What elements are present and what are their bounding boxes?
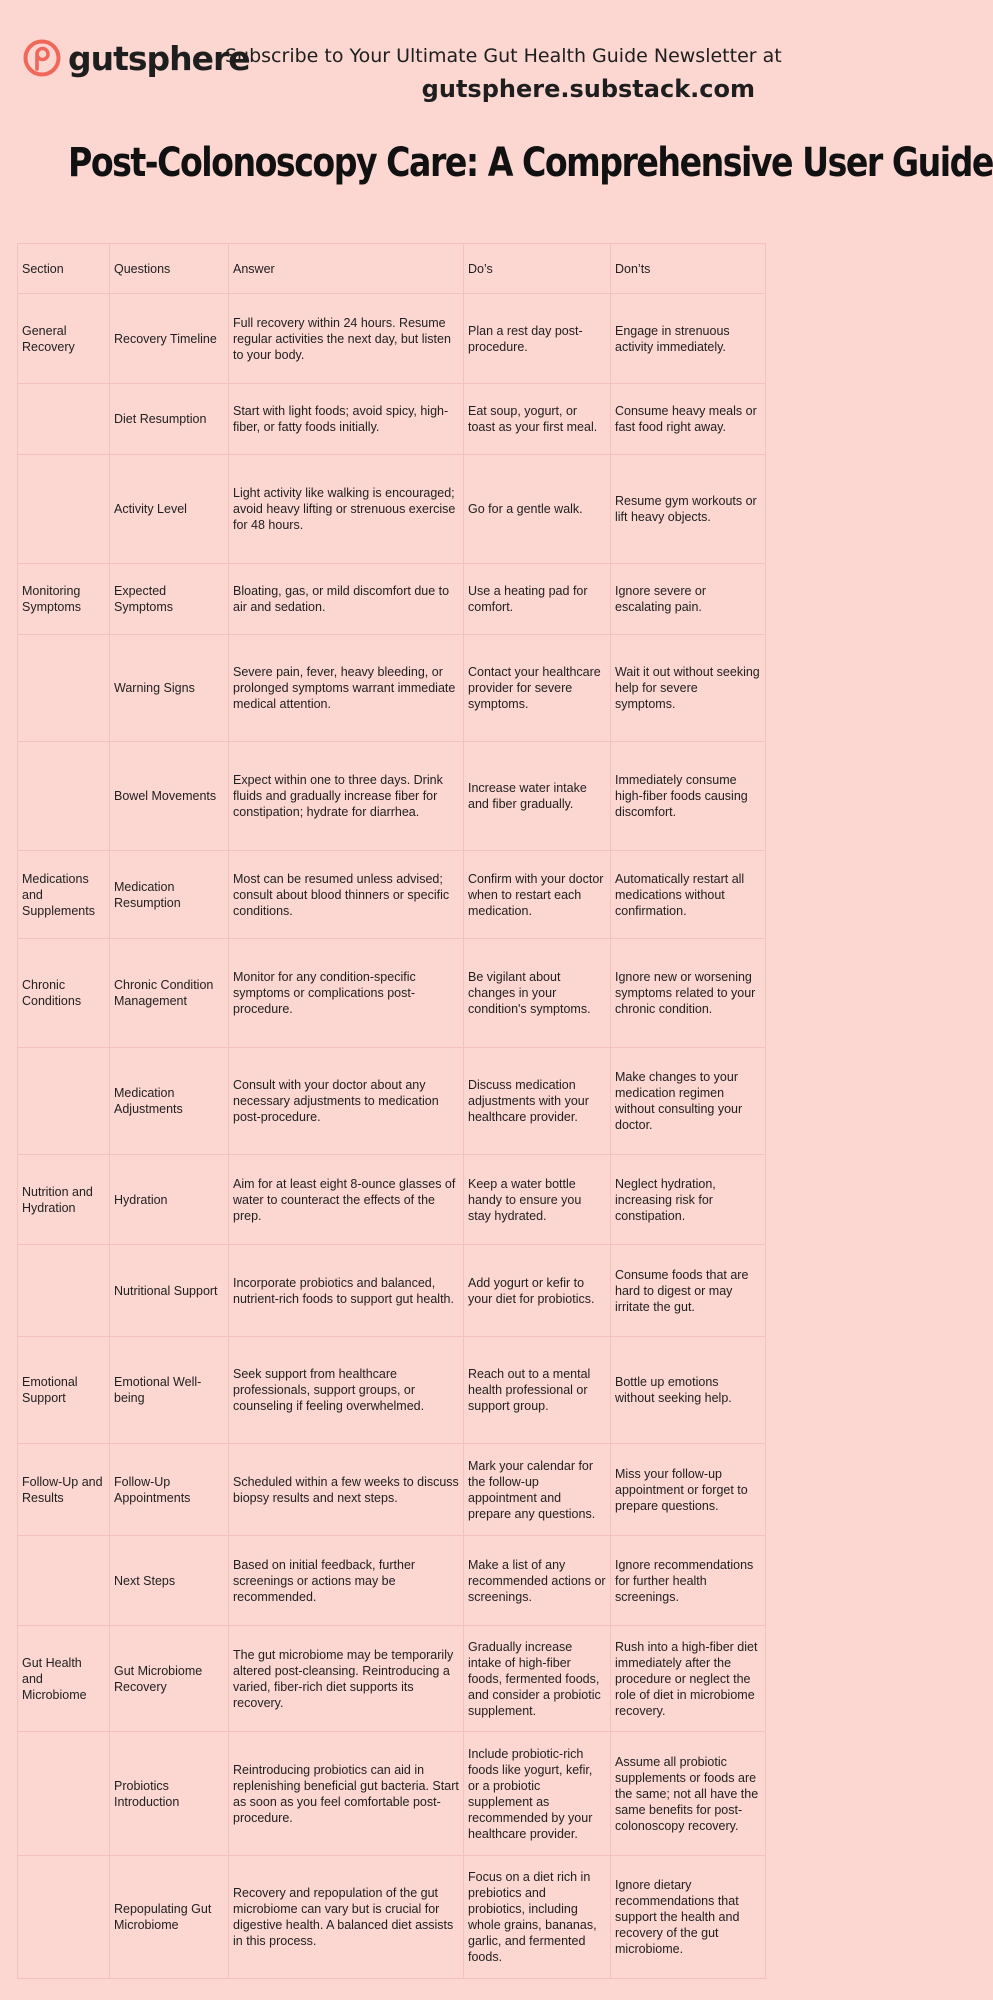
answer-cell: Bloating, gas, or mild discomfort due to air and sedation. <box>229 564 464 635</box>
dos-cell: Reach out to a mental health professional or support group. <box>464 1337 611 1444</box>
answer-cell: Aim for at least eight 8-ounce glasses of water to counteract the effects of the prep. <box>229 1155 464 1245</box>
donts-cell: Rush into a high-fiber diet immediately after the procedure or neglect the role of diet in microbiome recovery. <box>611 1626 766 1732</box>
dos-cell: Eat soup, yogurt, or toast as your first meal. <box>464 384 611 455</box>
answer-cell: Consult with your doctor about any necessary adjustments to medication post-procedure. <box>229 1048 464 1155</box>
section-cell: Monitoring Symptoms <box>18 564 110 635</box>
dos-cell: Include probiotic-rich foods like yogurt, kefir, or a probiotic supplement as recommended by your healthcare provider. <box>464 1732 611 1856</box>
question-cell: Gut Microbiome Recovery <box>110 1626 229 1732</box>
question-cell: Next Steps <box>110 1536 229 1626</box>
donts-cell: Ignore new or worsening symptoms related to your chronic condition. <box>611 939 766 1048</box>
donts-cell: Wait it out without seeking help for severe symptoms. <box>611 635 766 742</box>
dos-cell: Use a heating pad for comfort. <box>464 564 611 635</box>
table-row <box>18 1048 766 1155</box>
header-cell: Don’ts <box>611 244 766 294</box>
answer-cell: Scheduled within a few weeks to discuss biopsy results and next steps. <box>229 1444 464 1536</box>
donts-cell: Bottle up emotions without seeking help. <box>611 1337 766 1444</box>
donts-cell: Assume all probiotic supplements or foods are the same; not all have the same benefits for post-colonoscopy recovery. <box>611 1732 766 1856</box>
question-cell: Follow-Up Appointments <box>110 1444 229 1536</box>
section-cell <box>18 742 110 851</box>
question-cell: Medication Adjustments <box>110 1048 229 1155</box>
answer-cell: Reintroducing probiotics can aid in replenishing beneficial gut bacteria. Start as soon as you feel comfortable post-procedure. <box>229 1732 464 1856</box>
answer-cell: Monitor for any condition-specific symptoms or complications post-procedure. <box>229 939 464 1048</box>
section-cell: Follow-Up and Results <box>18 1444 110 1536</box>
donts-cell: Ignore dietary recommendations that support the health and recovery of the gut microbiome. <box>611 1856 766 1979</box>
section-cell <box>18 635 110 742</box>
donts-cell: Automatically restart all medications without confirmation. <box>611 851 766 939</box>
dos-cell: Add yogurt or kefir to your diet for probiotics. <box>464 1245 611 1337</box>
dos-cell: Focus on a diet rich in prebiotics and probiotics, including whole grains, bananas, garlic, and fermented foods. <box>464 1856 611 1979</box>
question-cell: Chronic Condition Management <box>110 939 229 1048</box>
section-cell: Emotional Support <box>18 1337 110 1444</box>
dos-cell: Make a list of any recommended actions or screenings. <box>464 1536 611 1626</box>
question-cell: Probiotics Introduction <box>110 1732 229 1856</box>
header-cell: Questions <box>110 244 229 294</box>
section-cell: General Recovery <box>18 294 110 384</box>
question-cell: Expected Symptoms <box>110 564 229 635</box>
table-row <box>18 1337 766 1444</box>
newsletter-url[interactable]: gutsphere.substack.com <box>421 75 755 103</box>
section-cell: Gut Health and Microbiome <box>18 1626 110 1732</box>
section-cell <box>18 455 110 564</box>
brand-name: gutsphere <box>68 38 250 78</box>
donts-cell: Engage in strenuous activity immediately. <box>611 294 766 384</box>
page-title: Post-Colonoscopy Care: A Comprehensive User Guide <box>68 140 993 186</box>
dos-cell: Increase water intake and fiber gradually. <box>464 742 611 851</box>
question-cell: Hydration <box>110 1155 229 1245</box>
dos-cell: Plan a rest day post-procedure. <box>464 294 611 384</box>
answer-cell: Based on initial feedback, further screenings or actions may be recommended. <box>229 1536 464 1626</box>
question-cell: Emotional Well-being <box>110 1337 229 1444</box>
dos-cell: Confirm with your doctor when to restart each medication. <box>464 851 611 939</box>
answer-cell: Light activity like walking is encouraged; avoid heavy lifting or strenuous exercise for 48 hours. <box>229 455 464 564</box>
question-cell: Activity Level <box>110 455 229 564</box>
section-cell: Nutrition and Hydration <box>18 1155 110 1245</box>
answer-cell: Start with light foods; avoid spicy, high-fiber, or fatty foods initially. <box>229 384 464 455</box>
donts-cell: Neglect hydration, increasing risk for constipation. <box>611 1155 766 1245</box>
question-cell: Repopulating Gut Microbiome <box>110 1856 229 1979</box>
dos-cell: Contact your healthcare provider for severe symptoms. <box>464 635 611 742</box>
header <box>0 0 800 130</box>
brand-logo[interactable] <box>22 38 250 78</box>
question-cell: Recovery Timeline <box>110 294 229 384</box>
donts-cell: Ignore recommendations for further health screenings. <box>611 1536 766 1626</box>
header-cell: Answer <box>229 244 464 294</box>
dos-cell: Mark your calendar for the follow-up appointment and prepare any questions. <box>464 1444 611 1536</box>
section-cell <box>18 1732 110 1856</box>
table-header-row <box>18 244 766 294</box>
header-cell: Section <box>18 244 110 294</box>
table-row <box>18 455 766 564</box>
section-cell <box>18 1536 110 1626</box>
section-cell <box>18 384 110 455</box>
dos-cell: Keep a water bottle handy to ensure you stay hydrated. <box>464 1155 611 1245</box>
section-cell: Chronic Conditions <box>18 939 110 1048</box>
header-cell: Do’s <box>464 244 611 294</box>
donts-cell: Consume heavy meals or fast food right away. <box>611 384 766 455</box>
section-cell <box>18 1048 110 1155</box>
answer-cell: Recovery and repopulation of the gut microbiome can vary but is crucial for digestive health. A balanced diet assists in this process. <box>229 1856 464 1979</box>
answer-cell: Incorporate probiotics and balanced, nutrient-rich foods to support gut health. <box>229 1245 464 1337</box>
dos-cell: Discuss medication adjustments with your healthcare provider. <box>464 1048 611 1155</box>
answer-cell: Most can be resumed unless advised; consult about blood thinners or specific conditions. <box>229 851 464 939</box>
dos-cell: Be vigilant about changes in your condition's symptoms. <box>464 939 611 1048</box>
dos-cell: Go for a gentle walk. <box>464 455 611 564</box>
table-row <box>18 1444 766 1536</box>
answer-cell: Seek support from healthcare professionals, support groups, or counseling if feeling overwhelmed. <box>229 1337 464 1444</box>
table-row <box>18 384 766 455</box>
section-cell <box>18 1856 110 1979</box>
question-cell: Diet Resumption <box>110 384 229 455</box>
table-row <box>18 1155 766 1245</box>
gutsphere-logo-icon <box>22 38 62 78</box>
table-row <box>18 635 766 742</box>
dos-cell: Gradually increase intake of high-fiber foods, fermented foods, and consider a probiotic supplement. <box>464 1626 611 1732</box>
table-row <box>18 1536 766 1626</box>
answer-cell: Expect within one to three days. Drink fluids and gradually increase fiber for constipation; hydrate for diarrhea. <box>229 742 464 851</box>
donts-cell: Immediately consume high-fiber foods causing discomfort. <box>611 742 766 851</box>
donts-cell: Consume foods that are hard to digest or may irritate the gut. <box>611 1245 766 1337</box>
table-row <box>18 1245 766 1337</box>
table-row <box>18 564 766 635</box>
question-cell: Medication Resumption <box>110 851 229 939</box>
question-cell: Bowel Movements <box>110 742 229 851</box>
care-guide-table <box>17 243 766 1979</box>
section-cell: Medications and Supplements <box>18 851 110 939</box>
table-row <box>18 1856 766 1979</box>
subscribe-line: Subscribe to Your Ultimate Gut Health Guide Newsletter at <box>225 45 782 67</box>
answer-cell: The gut microbiome may be temporarily altered post-cleansing. Reintroducing a varied, fiber-rich diet supports its recovery. <box>229 1626 464 1732</box>
section-cell <box>18 1245 110 1337</box>
donts-cell: Ignore severe or escalating pain. <box>611 564 766 635</box>
donts-cell: Make changes to your medication regimen without consulting your doctor. <box>611 1048 766 1155</box>
table-row <box>18 742 766 851</box>
table-row <box>18 851 766 939</box>
table-row <box>18 294 766 384</box>
question-cell: Nutritional Support <box>110 1245 229 1337</box>
table-row <box>18 1626 766 1732</box>
donts-cell: Resume gym workouts or lift heavy objects. <box>611 455 766 564</box>
table-row <box>18 939 766 1048</box>
answer-cell: Severe pain, fever, heavy bleeding, or prolonged symptoms warrant immediate medical attention. <box>229 635 464 742</box>
donts-cell: Miss your follow-up appointment or forget to prepare questions. <box>611 1444 766 1536</box>
table-row <box>18 1732 766 1856</box>
question-cell: Warning Signs <box>110 635 229 742</box>
answer-cell: Full recovery within 24 hours. Resume regular activities the next day, but listen to your body. <box>229 294 464 384</box>
